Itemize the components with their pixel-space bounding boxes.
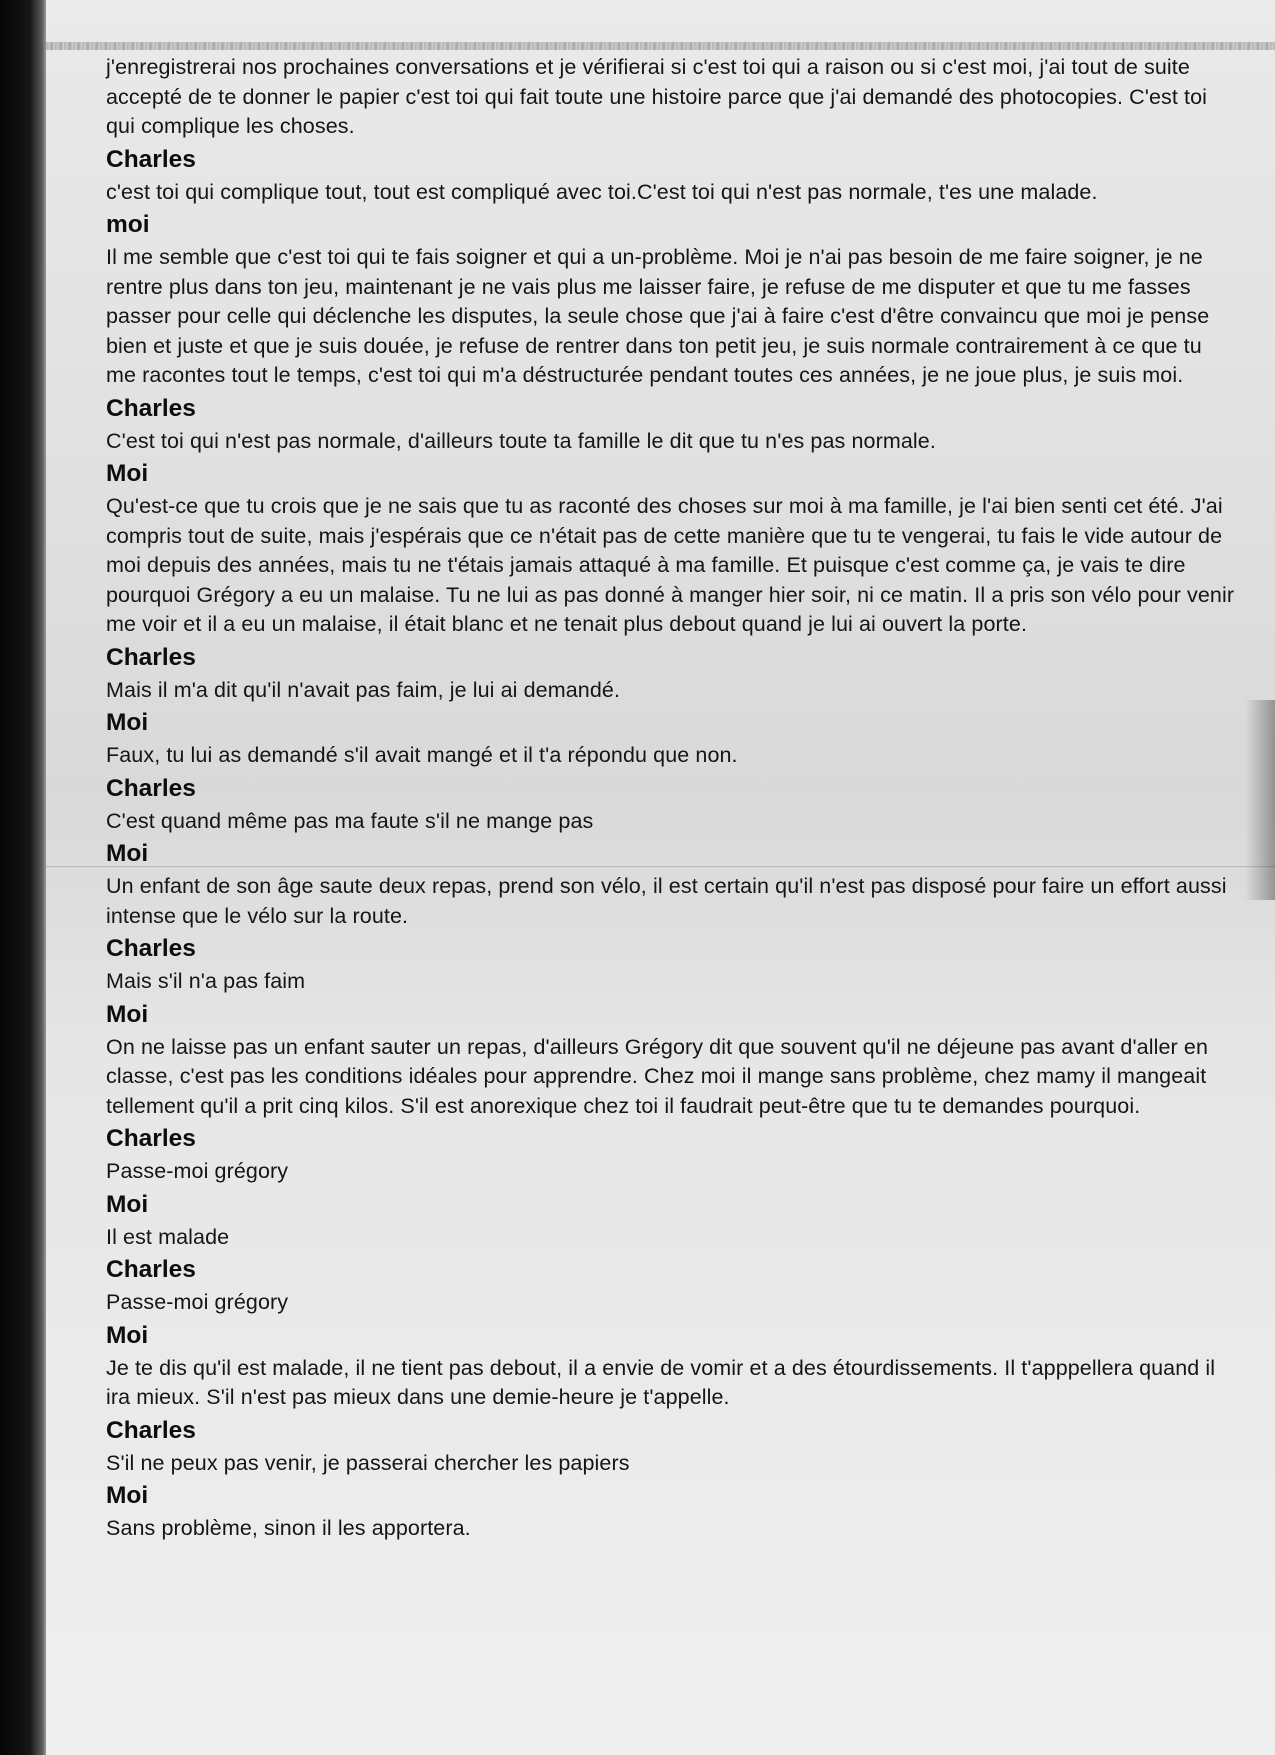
dialogue-turn: [106, 640, 1236, 706]
dialogue-text: Il me semble que c'est toi qui te fais soigner et qui a un-problème. Moi je n'ai pas besoin de me faire soigner, je ne rentre plus dans ton jeu, maintenant je ne vais plus me laisser faire, je refuse de me disputer et que tu me fasses passer pour celle qui déclenche les disputes, la seule chose que j'ai à faire c'est d'être convaincu que moi je pense bien et juste et que je suis douée, je refuse de rentrer dans ton petit jeu, je suis normale contrairement à ce que tu me racontes tout le temps, c'est toi qui m'a déstructurée pendant toutes ces années, je ne joue plus, je suis moi.: [106, 245, 1210, 387]
opening-paragraph: j'enregistrerai nos prochaines conversations et je vérifierai si c'est toi qui a raison ou si c'est moi, j'ai tout de suite accepté de te donner le papier c'est toi qui fait toute une histoire parce que j'ai demandé des photocopies. C'est toi qui complique les choses.: [106, 55, 1208, 138]
dialogue-turn: [106, 1121, 1236, 1187]
dialogue-turn: [106, 1318, 1236, 1413]
dialogue-text: Un enfant de son âge saute deux repas, prend son vélo, il est certain qu'il n'est pas disposé pour faire un effort aussi intense que le vélo sur la route.: [106, 874, 1227, 928]
dialogue-turn: [106, 997, 1236, 1122]
dialogue-text: Passe-moi grégory: [106, 1159, 289, 1183]
document-body: [106, 53, 1236, 1544]
dialogue-turn: [106, 1252, 1236, 1318]
speaker-name: Charles: [106, 394, 196, 422]
dialogue-text: Il est malade: [106, 1224, 230, 1249]
speaker-name: Charles: [106, 1416, 196, 1444]
dialogue-text: Faux, tu lui as demandé s'il avait mangé et il t'a répondu que non.: [106, 743, 738, 767]
dialogue-turn: [106, 836, 1236, 931]
dialogue-turn: [106, 705, 1236, 771]
speaker-name: Charles: [106, 1256, 196, 1283]
scan-shadow: [1245, 700, 1275, 900]
speaker-name: Moi: [106, 840, 149, 867]
dialogue-turn: [106, 1413, 1236, 1479]
dialogue-text: On ne laisse pas un enfant sauter un repas, d'ailleurs Grégory dit que souvent qu'il ne déjeune pas avant d'aller en classe, c'est pas les conditions idéales pour apprendre. Chez moi il mange sans problème, chez mamy il mangeait tellement qu'il a prit cinq kilos. S'il est anorexique chez toi il faudrait peut-être que tu te demandes pourquoi.: [106, 1034, 1208, 1118]
speaker-name: Charles: [106, 935, 196, 962]
speaker-name: Moi: [106, 709, 149, 736]
speaker-name: Moi: [106, 1321, 149, 1349]
dialogue-turn: [106, 1187, 1236, 1253]
speaker-name: Charles: [106, 643, 196, 671]
speaker-name: moi: [106, 211, 150, 238]
dialogue-turn: [106, 207, 1236, 391]
dialogue-turn: [106, 391, 1236, 457]
dialogue-turn: [106, 1478, 1236, 1544]
dialogue-turn: [106, 771, 1236, 837]
speaker-name: Moi: [106, 460, 149, 487]
speaker-name: Moi: [106, 1482, 149, 1509]
dialogue-text: Mais s'il n'a pas faim: [106, 969, 306, 993]
dialogue-text: Mais il m'a dit qu'il n'avait pas faim, je lui ai demandé.: [106, 677, 621, 702]
dialogue-text: Passe-moi grégory: [106, 1290, 289, 1314]
speaker-name: Charles: [106, 1125, 196, 1152]
speaker-name: Charles: [106, 774, 196, 802]
speaker-name: Moi: [106, 1190, 149, 1218]
dialogue-turn: [106, 456, 1236, 640]
speaker-name: Charles: [106, 145, 196, 173]
speaker-name: Moi: [106, 1000, 149, 1028]
dialogue-text: Sans problème, sinon il les apportera.: [106, 1516, 471, 1540]
dialogue-turn: [106, 931, 1236, 997]
dialogue-text: C'est toi qui n'est pas normale, d'ailleurs toute ta famille le dit que tu n'es pas normale.: [106, 428, 936, 453]
torn-top-edge: [46, 42, 1275, 50]
dialogue-text: Qu'est-ce que tu crois que je ne sais que tu as raconté des choses sur moi à ma famille, je l'ai bien senti cet été. J'ai compris tout de suite, mais j'espérais que ce n'était pas de cette manière que tu te vengerai, tu fais le vide autour de moi depuis des années, mais tu ne t'étais jamais attaqué à ma famille. Et puisque c'est comme ça, je vais te dire pourquoi Grégory a eu un malaise. Tu ne lui as pas donné à manger hier soir, ni ce matin. Il a pris son vélo pour venir me voir et il a eu un malaise, il était blanc et ne tenait plus debout quand je lui ai ouvert la porte.: [106, 494, 1235, 636]
dialogue-turn: [106, 142, 1236, 208]
scan-left-edge: [0, 0, 46, 1755]
dialogue-text: Je te dis qu'il est malade, il ne tient pas debout, il a envie de vomir et a des étourdissements. Il t'apppellera quand il ira mieux. S'il n'est pas mieux dans une demie-heure je t'appelle.: [106, 1355, 1216, 1409]
dialogue-text: c'est toi qui complique tout, tout est compliqué avec toi.C'est toi qui n'est pas normale, t'es une malade.: [106, 179, 1098, 204]
dialogue-text: S'il ne peux pas venir, je passerai chercher les papiers: [106, 1450, 630, 1475]
dialogue-text: C'est quand même pas ma faute s'il ne mange pas: [106, 808, 594, 833]
